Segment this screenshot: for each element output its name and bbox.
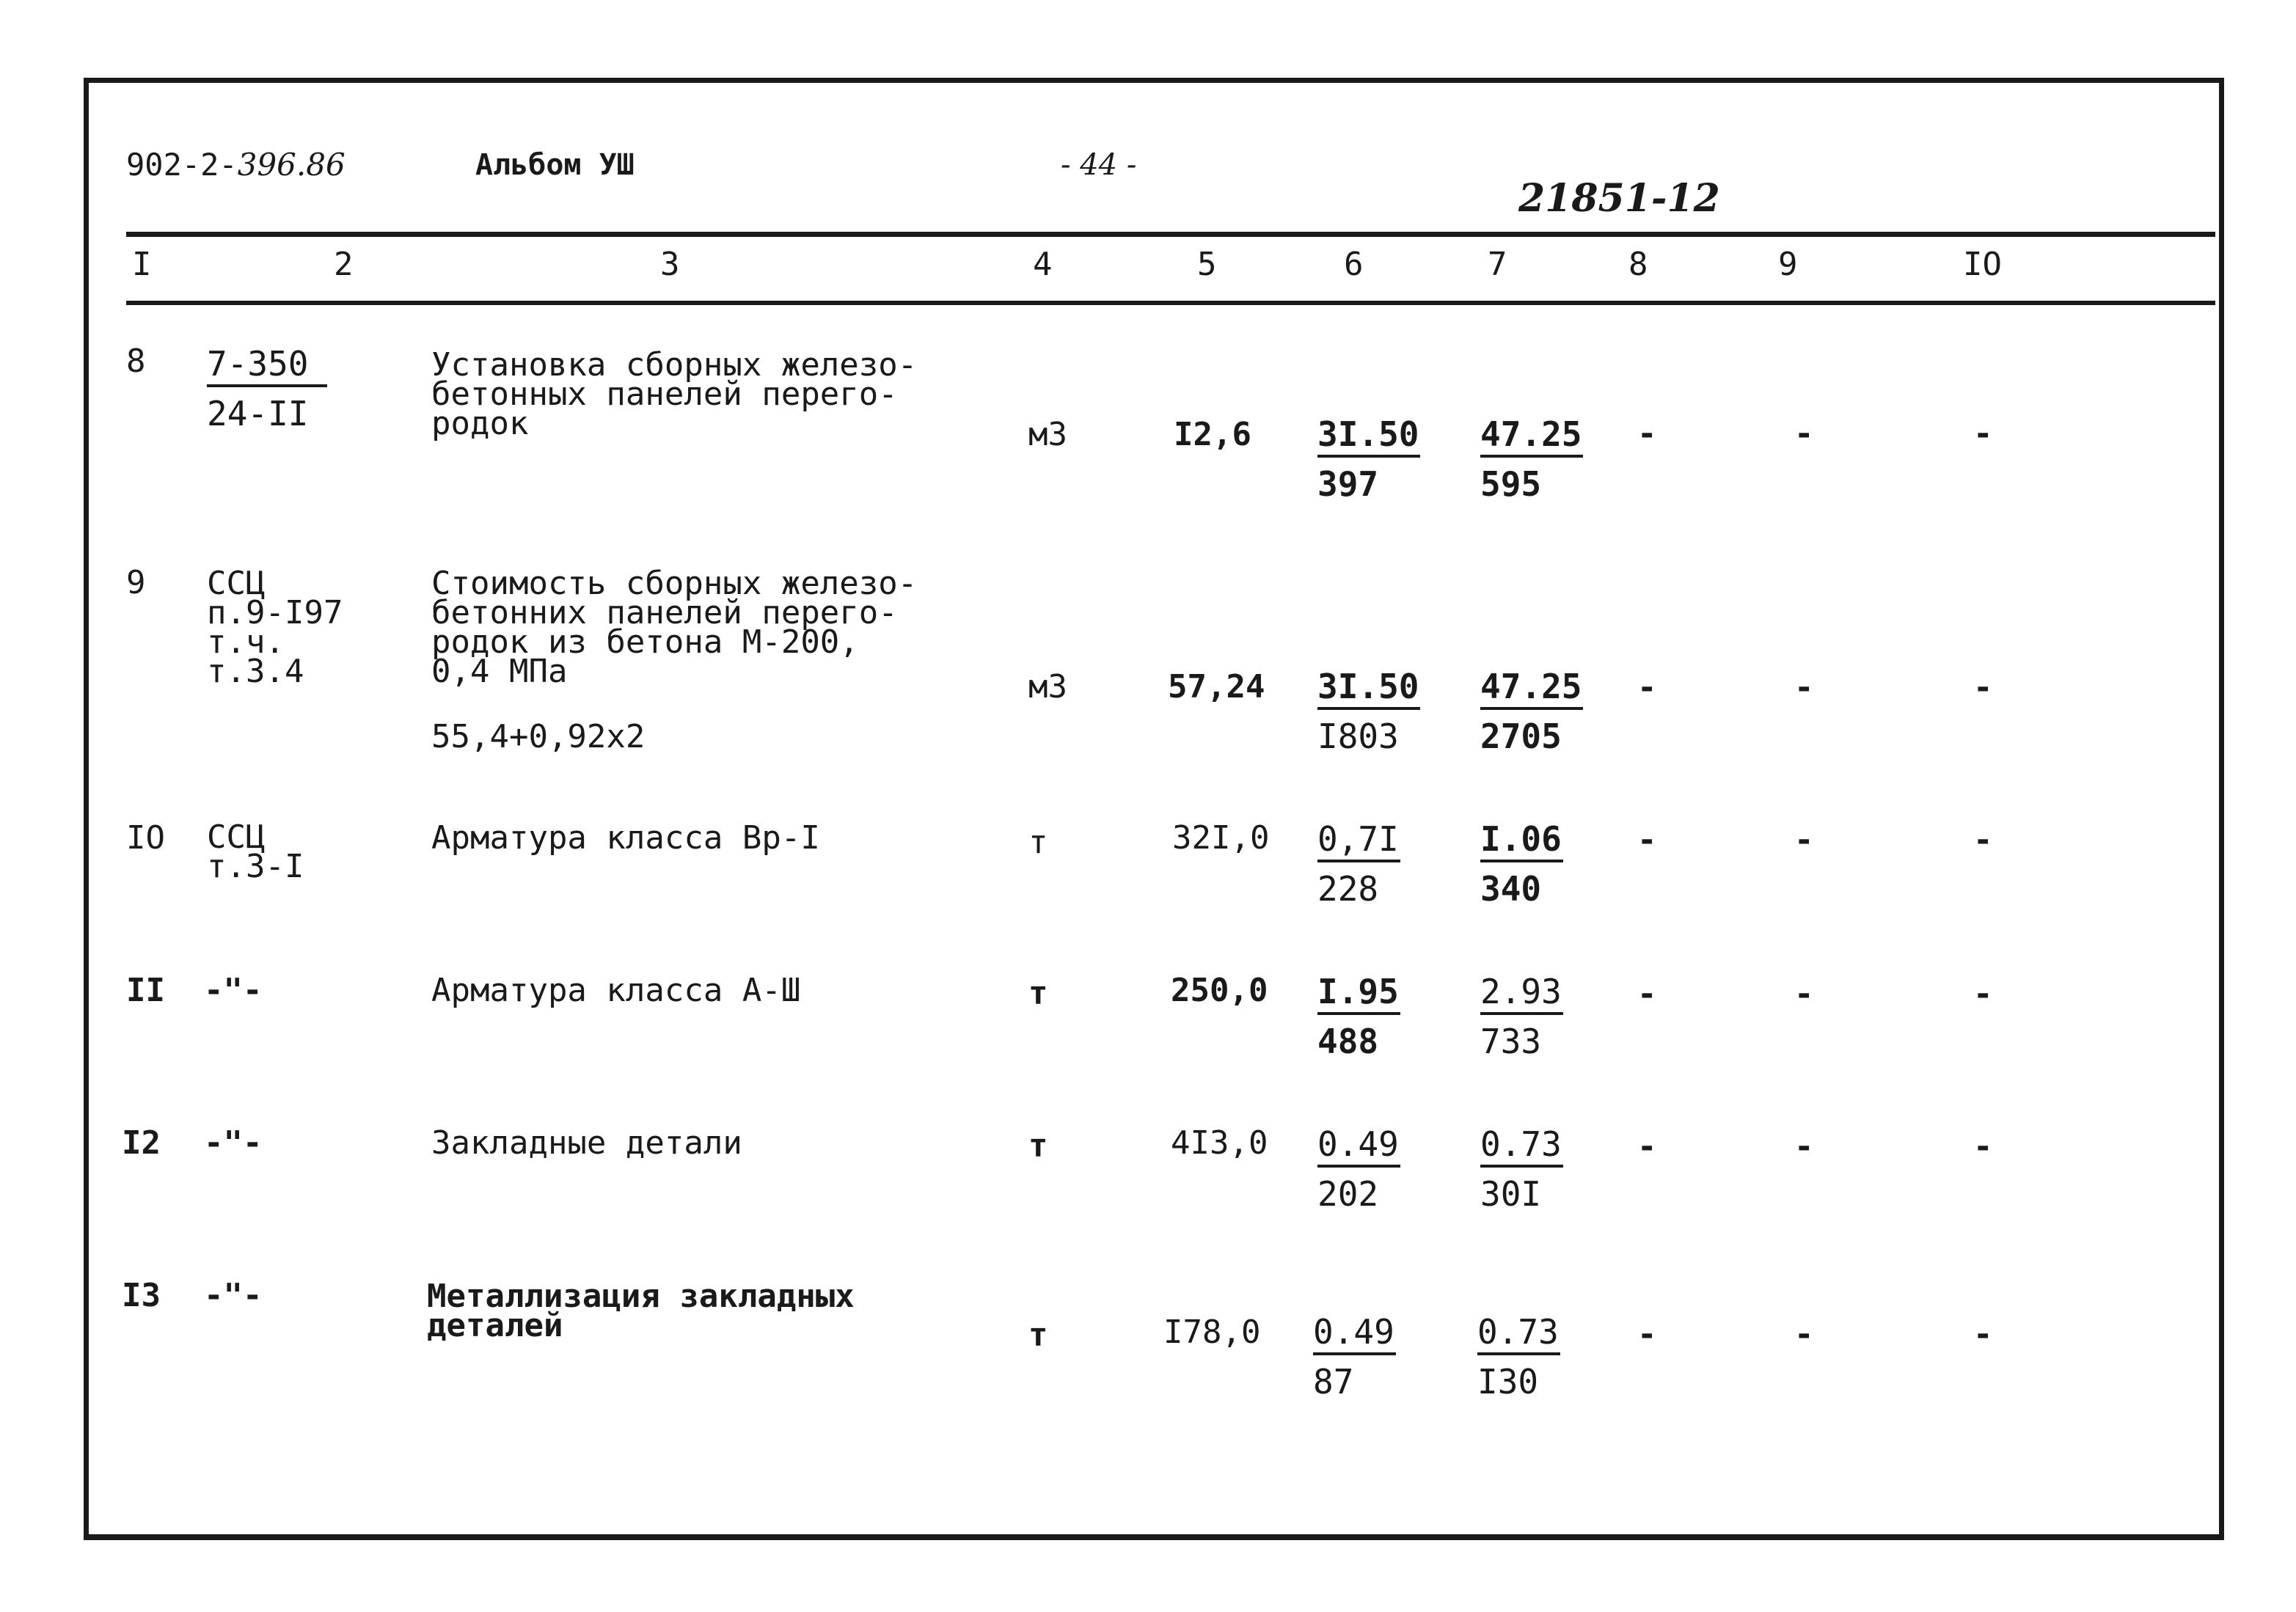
row-9-col6-bottom: I803	[1317, 717, 1399, 756]
column-header-9: 9	[1778, 246, 1798, 283]
document-code-handwritten: 396.86	[237, 147, 346, 183]
row-9-unit: м3	[1028, 668, 1067, 706]
row-9-calculation: 55,4+0,92x2	[431, 718, 646, 755]
row-8-col6-bottom: 397	[1317, 464, 1379, 504]
row-8-col9: -	[1794, 415, 1814, 453]
sheet-number: 21851-12	[1518, 176, 1720, 221]
row-12-number: I2	[122, 1124, 161, 1162]
row-8-reference	[207, 345, 327, 433]
row-8-reference-bottom: 24-II	[207, 394, 309, 433]
row-10-reference-line-2: т.3-I	[207, 848, 304, 885]
row-10-reference-line-1: ССЦ	[207, 818, 266, 856]
row-10-col7-top: I.06	[1480, 820, 1563, 862]
row-12-col7	[1480, 1125, 1563, 1213]
row-13-description-line-1: Металлизация закладных	[427, 1278, 855, 1315]
row-13-unit: т	[1028, 1316, 1048, 1354]
row-11-col6-top: I.95	[1317, 972, 1400, 1015]
row-9-col7-top: 47.25	[1480, 667, 1583, 710]
row-8-number: 8	[126, 342, 146, 380]
header-rule-bottom	[126, 301, 2215, 305]
row-9-col10: -	[1973, 669, 1993, 706]
column-header-2: 2	[334, 246, 354, 283]
row-9-col6	[1317, 667, 1420, 755]
row-9-col8: -	[1637, 669, 1657, 706]
column-header-3: 3	[660, 246, 680, 283]
row-13-description	[427, 1278, 855, 1344]
row-13-col9: -	[1794, 1316, 1814, 1353]
row-9-col7	[1480, 667, 1583, 755]
row-12-reference: -"-	[204, 1124, 263, 1162]
row-10-number: IO	[126, 819, 165, 857]
row-9-reference-line-2: п.9-I97	[207, 594, 343, 631]
column-header-4: 4	[1033, 246, 1053, 283]
row-11-quantity: 250,0	[1171, 972, 1268, 1009]
row-12-col8: -	[1637, 1128, 1657, 1165]
row-8-quantity: I2,6	[1174, 416, 1251, 453]
row-9-description-line-1: Стоимость сборных железо-	[431, 565, 918, 602]
row-13-reference: -"-	[204, 1277, 263, 1314]
row-8-col8: -	[1637, 415, 1657, 453]
row-9-col7-bottom: 2705	[1480, 717, 1562, 756]
row-11-col6-bottom: 488	[1317, 1022, 1379, 1061]
row-11-description: Арматура класса А-Ш	[431, 972, 801, 1009]
column-header-5: 5	[1197, 246, 1217, 283]
row-9-reference	[207, 565, 343, 690]
row-9-number: 9	[126, 564, 146, 601]
row-13-col6-top: 0.49	[1313, 1313, 1396, 1355]
header-rule-top	[126, 232, 2215, 237]
row-11-col10: -	[1973, 975, 1993, 1013]
album-title: Альбом УШ	[475, 148, 635, 182]
row-10-col6-bottom: 228	[1317, 869, 1379, 909]
row-13-col6	[1313, 1313, 1396, 1401]
row-12-quantity: 4I3,0	[1171, 1124, 1268, 1162]
row-12-col6-bottom: 202	[1317, 1174, 1379, 1214]
column-header-1: I	[132, 246, 152, 283]
row-8-unit: м3	[1028, 416, 1067, 453]
row-12-col7-bottom: 30I	[1480, 1174, 1542, 1214]
row-10-col9: -	[1794, 821, 1814, 859]
row-8-col10: -	[1973, 415, 1993, 453]
row-9-description-line-3: родок из бетона М-200,	[431, 623, 859, 661]
row-11-col9: -	[1794, 975, 1814, 1013]
row-8-col6-top: 3I.50	[1317, 415, 1420, 458]
row-12-unit: т	[1028, 1127, 1048, 1165]
row-11-col7-top: 2.93	[1480, 972, 1563, 1015]
row-8-reference-top: 7-350	[207, 345, 327, 387]
row-8-col7-bottom: 595	[1480, 464, 1542, 504]
row-9-col6-top: 3I.50	[1317, 667, 1420, 710]
row-10-description: Арматура класса Вр-I	[431, 819, 820, 857]
column-header-7: 7	[1488, 246, 1507, 283]
row-9-description-line-4: 0,4 МПа	[431, 653, 568, 690]
row-10-col8: -	[1637, 821, 1657, 859]
row-13-col7-top: 0.73	[1477, 1313, 1560, 1355]
row-9-reference-line-3: т.ч.	[207, 623, 285, 661]
row-10-unit: т	[1028, 824, 1048, 861]
row-8-description	[431, 346, 918, 442]
row-13-description-line-2: деталей	[427, 1307, 563, 1344]
row-10-quantity: 32I,0	[1172, 819, 1270, 857]
row-13-col8: -	[1637, 1316, 1657, 1353]
row-13-col10: -	[1973, 1316, 1993, 1353]
row-11-unit: т	[1028, 975, 1048, 1012]
row-11-col6	[1317, 972, 1400, 1060]
row-9-col9: -	[1794, 669, 1814, 706]
row-10-col6-top: 0,7I	[1317, 820, 1400, 862]
row-12-col6-top: 0.49	[1317, 1125, 1400, 1168]
row-11-number: II	[126, 972, 165, 1009]
row-12-col7-top: 0.73	[1480, 1125, 1563, 1168]
page-frame	[84, 78, 2224, 1540]
row-11-col8: -	[1637, 975, 1657, 1013]
row-8-description-line-3: родок	[431, 405, 529, 442]
row-12-description: Закладные детали	[431, 1124, 742, 1162]
row-9-reference-line-1: ССЦ	[207, 565, 266, 602]
row-8-description-line-1: Установка сборных железо-	[431, 346, 918, 384]
row-10-col7	[1480, 820, 1563, 908]
row-12-col10: -	[1973, 1128, 1993, 1165]
row-13-number: I3	[122, 1277, 161, 1314]
row-10-col7-bottom: 340	[1480, 869, 1542, 909]
row-12-col9: -	[1794, 1128, 1814, 1165]
row-10-reference	[207, 818, 304, 885]
row-9-quantity: 57,24	[1168, 668, 1265, 706]
row-10-col6	[1317, 820, 1400, 908]
row-8-col7-top: 47.25	[1480, 415, 1583, 458]
column-header-6: 6	[1344, 246, 1364, 283]
row-8-description-line-2: бетонных панелей перего-	[431, 375, 898, 413]
row-13-quantity: I78,0	[1163, 1314, 1261, 1351]
row-13-col6-bottom: 87	[1313, 1362, 1354, 1402]
row-10-col10: -	[1973, 821, 1993, 859]
row-13-col7	[1477, 1313, 1560, 1401]
row-9-description-line-2: бетонних панелей перего-	[431, 594, 898, 631]
document-code-prefix: 902-2-	[126, 147, 238, 183]
row-13-col7-bottom: I30	[1477, 1362, 1539, 1402]
document-code	[126, 147, 346, 183]
row-11-col7	[1480, 972, 1563, 1060]
row-11-col7-bottom: 733	[1480, 1022, 1542, 1061]
row-12-col6	[1317, 1125, 1400, 1213]
row-9-description	[431, 565, 918, 690]
column-header-10: IO	[1963, 246, 2002, 283]
page-number: - 44 -	[1061, 148, 1137, 182]
row-8-col7	[1480, 415, 1583, 503]
row-11-reference: -"-	[204, 972, 263, 1009]
row-8-col6	[1317, 415, 1420, 503]
column-header-8: 8	[1628, 246, 1648, 283]
row-9-reference-line-4: т.3.4	[207, 653, 304, 690]
